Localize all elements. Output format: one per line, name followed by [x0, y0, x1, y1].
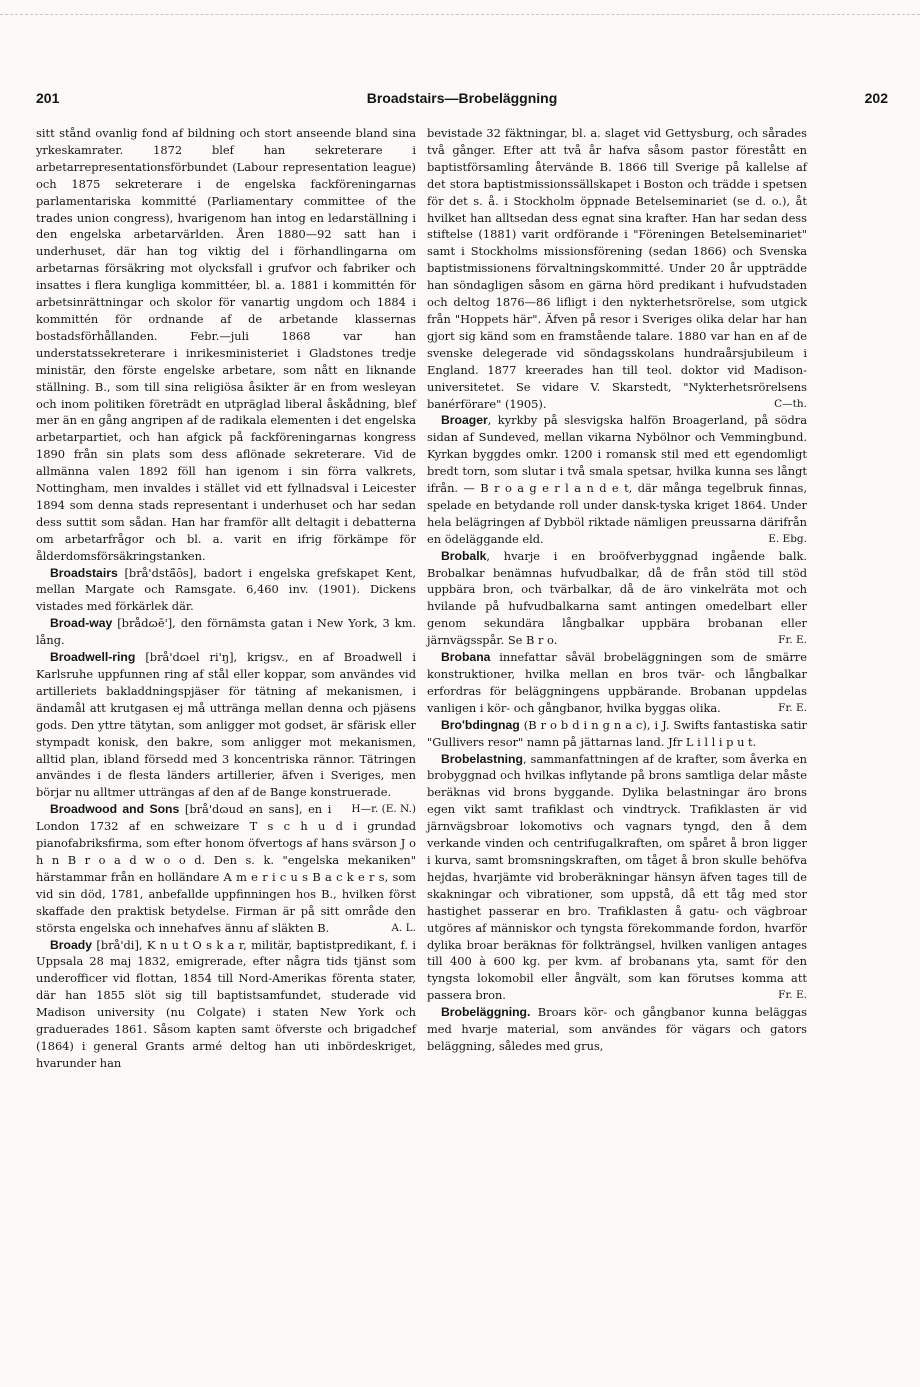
entry-broager: [427, 412, 807, 547]
entry-continuation: [427, 125, 807, 412]
entry-text: Broars kör- och gångbanor kunna beläggas med hvarje material, som användes för vägars och gators beläggning, således med grus,: [427, 1005, 807, 1053]
entry-text: [brå'dɷel ri'ŋ], krigsv., en af Broadwell i Karlsruhe uppfunnen ring af stål eller koppar, som användes vid artilleriets bakladdningspjäser för tätning af mekanismen, i ändamål att krutgasen ej må uttränga mellan denna och pjäsens gods. Den yttre tätytan, som anligger mot godset, är sfärisk eller stympadt konisk, den bakre, som anligger mot mekanismen, alltid plan, ibland försedd med 3 koncentriska rännor. Tätringen användes i de flesta länders artillerier, äfven i Sveriges, men börjar nu alltmer utträngas af den af de Bange konstruerade.: [36, 650, 416, 800]
entry-broad-way: [36, 615, 416, 649]
entry-text: [brå'dɷud ən sans], en i London 1732 af en schweizare T s c h u d i grundad pianofabriksfirma, som efter honom öfvertogs af hans svärson J o h n B r o a d w o o d. Den s. k. "engelska mekaniken" härstammar från en holländare A m e r i c u s B a c k e r s, som vid sin död, 1781, anbefallde uppfinningen hos B., hvilken först skaffade den praktisk betydelse. Firman är på sitt område den största engelska och innehafves ännu af släkten B.: [36, 802, 416, 935]
headword: Broadwood and Sons: [50, 802, 180, 817]
entry-brobalk: [427, 548, 807, 649]
author-signature: C—th.: [774, 397, 807, 410]
author-signature: E. Ebg.: [768, 532, 807, 545]
page-header: [36, 90, 888, 110]
author-signature: A. L.: [391, 921, 416, 934]
right-column: [427, 125, 807, 1055]
author-signature: Fr. E.: [778, 634, 807, 647]
entry-broadwood-and-sons: [36, 801, 416, 936]
author-signature: Fr. E.: [778, 701, 807, 714]
entry-text: [brå'dstä̑ȏs], badort i engelska grefskapet Kent, mellan Margate och Ramsgate. 6,460 inv. (1901). Dickens vistades med förkärlek där.: [36, 565, 416, 614]
headword: Broadstairs: [50, 565, 118, 580]
entry-text: , hvarje i en broöfverbyggnad ingående balk. Brobalkar benämnas hufvudbalkar, då de från stöd till stöd uppbära bron, och tvärbalkar, då de äro vinkelräta mot och hvilande på hufvudbalkarna samt antingen omedelbart eller genom sekundära långbalkar uppbära brobanan eller järnvägsspår. Se B r o.: [427, 548, 807, 648]
page-number-left: 201: [36, 90, 60, 106]
entry-text: (B r o b d i n g n a c), i J. Swifts fantastiska satir "Gullivers resor" namn på jättarnas land. Jfr L i l l i p u t.: [427, 717, 807, 749]
headword: Broager: [441, 413, 488, 428]
entry-text: sitt stånd ovanlig fond af bildning och stort anseende bland sina yrkeskamrater. 1872 blef han sekreterare i arbetarrepresentationsförbundet (Labour representation league) och 1875 sekreterare i de engelska fackföreningarnas parlamentariska kommitté (Parliamentary committee of the trades union congress), hvarigenom han intog en ledarställning i den engelska arbetarvärlden. Åren 1880—92 satt han i underhuset, där han tog viktig del i förhandlingarna om arbetarnas försäkring mot olycksfall i grufvor och fabriker och insattes i flera kungliga kommittéer, bl. a. 1881 i kommittén för arbetsinrättningar och skolor för vanartig ungdom och 1884 i kommittén för ordnande af de arbetande klassernas bostadsförhållanden. Febr.—juli 1868 var han understatssekreterare i inrikesministeriet i Gladstones tredje ministär, den förste engelske arbetare, som nått en liknande ställning. B., som till sina religiösa åsikter är en from wesleyan och inom politiken företrädt en utpräglad liberal åskådning, blef mer än en gång angripen af de radikala elementen i det engelska arbetarpartiet, och han afgick på fackföreningarnas kongress 1890 från sin plats som dess aflönade sekreterare. Vid de allmänna valen 1892 föll han igenom i sin förra valkrets, Nottingham, men invaldes i stället vid ett fyllnadsval i Leicester 1894 som denna stads representant i underhuset och har sedan dess suttit som sådan. Han har framför allt deltagit i debatterna om arbetarfrågor och bl. a. varit en ifrig förkämpe för ålderdomsförsäkringstanken.: [36, 126, 416, 563]
entry-brobana: [427, 649, 807, 717]
entry-text: , kyrkby på slesvigska halfön Broagerland, på södra sidan af Sundeved, mellan vikarna Nybölnor och Vemmingbund. Kyrkan byggdes omkr. 1200 i romansk stil med ett egendomligt bredt torn, som slutar i två smala spetsar, hvilka kunna ses långt ifrån. — B r o a g e r l a n d e t, där många tegelbruk finnas, spelade en betydande roll under dansk-tyska kriget 1864. Under hela belägringen af Dybböl riktade nämligen preussarna därifrån en ödeläggande eld.: [427, 413, 807, 546]
headword: Brobeläggning.: [441, 1005, 531, 1020]
headword: Bro'bdingnag: [441, 717, 520, 732]
entry-text: [brå'di], K n u t O s k a r, militär, baptistpredikant, f. i Uppsala 28 maj 1832, emigrerade, efter några tids tjänst som underofficer vid flottan, 1854 till Nord-Amerikas förenta stater, där han 1855 slöt sig till baptistsamfundet, studerade vid Madison university (nu Colgate) i staten New York och graduerades 1861. Såsom kapten samt öfverste och brigadchef (1864) i general Grants armé deltog han uti inbördeskriget, hvarunder han: [36, 937, 416, 1070]
entry-brobdingnag: [427, 717, 807, 751]
running-title: Broadstairs—Brobeläggning: [366, 90, 558, 106]
entry-text: bevistade 32 fäktningar, bl. a. slaget vid Gettysburg, och sårades två gånger. Efter att två år hafva såsom pastor förestått en baptistförsamling återvände B. 1866 till Sverige på kallelse af det stora baptistmissionssällskapet i Boston och trädde i spetsen för det s. å. i Stockholm öppnade Betelseminariet (se d. o.), åt hvilket han alltsedan dess egnat sina krafter. Han har sedan dess stiftelse (1881) varit ordförande i "Föreningen Betelseminariet" samt i Stockholms missionsförening (sedan 1866) och Svenska baptistmissionens förvaltningskommitté. Under 20 år uppträdde han söndagligen såsom en gärna hörd predikant i hufvudstaden och deltog 1876—86 lifligt i den nykterhetsrörelse, som utgick från "Hoppets här". Äfven på resor i Sveriges olika delar har han gjort sig känd som en framstående talare. 1880 var han en af de svenske delegerade vid söndagsskolans hundraårsjubileum i England. 1877 kreerades han till teol. doktor vid Madison-universitetet. Se vidare V. Skarstedt, "Nykterhetsrörelsens banérförare" (1905).: [427, 126, 807, 411]
headword: Broady: [50, 937, 92, 952]
entry-continuation: [36, 125, 416, 565]
page-number-right: 202: [864, 90, 888, 106]
headword: Broad-way: [50, 616, 113, 631]
headword: Brobalk: [441, 548, 487, 563]
entry-brobelastning: [427, 751, 807, 1005]
scan-edge: [0, 14, 920, 15]
left-column: [36, 125, 416, 1072]
entry-broady: [36, 937, 416, 1072]
entry-text: , sammanfattningen af de krafter, som åverka en brobyggnad och hvilkas inflytande på brons samtliga delar måste beräknas vid brons byggande. Dylika belastningar äro brons egen vikt samt trafiklast och vindtryck. Trafiklasten är vid järnvägsbroar lokomotivs och vagnars tyngd, den å dem verkande vinden och centrifugalkraften, om spåret å bron ligger i kurva, samt bromsningskraften, om tåget å bron skulle behöfva hejdas, hvarjämte vid broberäkningar hänsyn äfven tages till de skakningar och vibrationer, som uppstå, då ett tåg med stor hastighet passerar en bro. Trafiklasten å gatu- och vägbroar utgöres af människor och tyngsta förekommande fordon, hvarför dylika broar beräknas för folkträngsel, hvilken vanligen antages till 400 à 600 kg. per kvm. af brobanans yta, samt för den tyngsta lokomobil eller ångvält, som kan förutses komma att passera bron.: [427, 751, 807, 1003]
entry-text: [brådɷē'], den förnämsta gatan i New York, 3 km. lång.: [36, 616, 416, 648]
author-signature: Fr. E.: [778, 989, 807, 1002]
entry-broadstairs: [36, 565, 416, 616]
headword: Broadwell-ring: [50, 650, 136, 665]
entry-brobelaggning: [427, 1004, 807, 1055]
headword: Brobelastning: [441, 751, 523, 766]
headword: Brobana: [441, 650, 491, 665]
author-signature: H—r. (E. N.): [351, 803, 416, 816]
entry-text: innefattar såväl brobeläggningen som de smärre konstruktioner, hvilka mellan en bros tvär- och långbalkar erfordras för beläggningens uppbärande. Brobanan uppdelas vanligen i kör- och gångbanor, hvilka byggas olika.: [427, 650, 807, 715]
